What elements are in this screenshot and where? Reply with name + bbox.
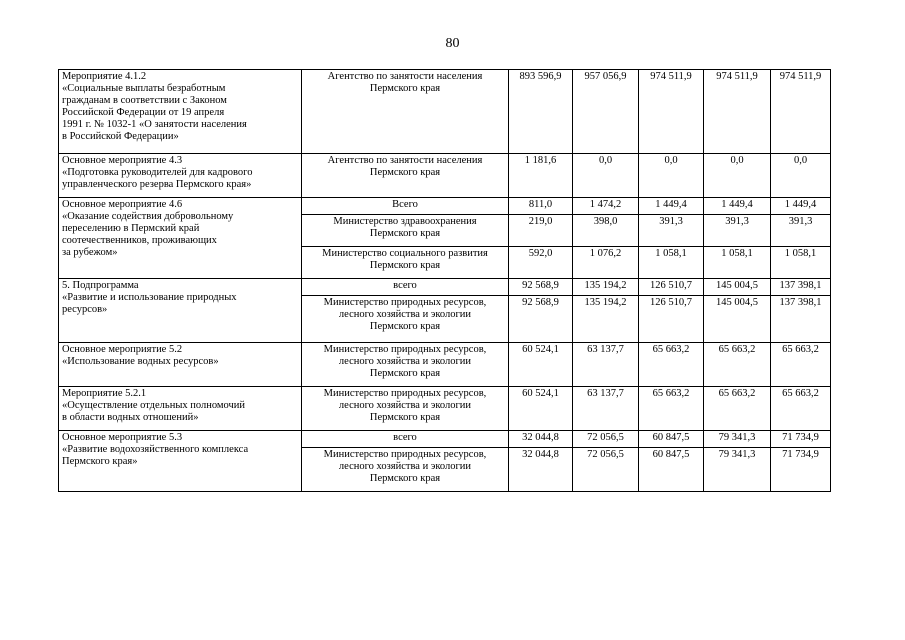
table-row bbox=[59, 431, 831, 448]
activity-name-line: в области водных отношений» bbox=[62, 412, 199, 423]
amount-cell: 1 058,1 bbox=[771, 247, 831, 279]
amount-cell: 92 568,9 bbox=[509, 279, 573, 296]
table-row bbox=[59, 198, 831, 215]
amount-cell: 974 511,9 bbox=[639, 70, 704, 154]
amount-cell: 1 058,1 bbox=[639, 247, 704, 279]
amount-cell: 137 398,1 bbox=[771, 279, 831, 296]
amount-cell: 71 734,9 bbox=[771, 431, 831, 448]
table-row bbox=[59, 70, 831, 154]
activity-name-cell bbox=[59, 70, 302, 154]
executor-line: Министерство природных ресурсов, bbox=[323, 344, 487, 355]
executor-cell bbox=[302, 431, 509, 448]
executor-line: Пермского края bbox=[369, 228, 441, 239]
table-row bbox=[59, 279, 831, 296]
activity-name-cell bbox=[59, 431, 302, 492]
amount-cell: 65 663,2 bbox=[704, 387, 771, 431]
amount-cell: 32 044,8 bbox=[509, 431, 573, 448]
amount-cell: 974 511,9 bbox=[704, 70, 771, 154]
activity-name-line: Мероприятие 4.1.2 bbox=[62, 71, 147, 82]
activity-name-line: за рубежом» bbox=[62, 247, 118, 258]
executor-line: Пермского края bbox=[369, 83, 441, 94]
executor-line: Министерство социального развития bbox=[322, 248, 488, 259]
activity-name-line: «Осуществление отдельных полномочий bbox=[62, 400, 246, 411]
amount-cell: 60 524,1 bbox=[509, 343, 573, 387]
amount-cell: 32 044,8 bbox=[509, 448, 573, 492]
activity-name-line: в Российской Федерации» bbox=[62, 131, 179, 142]
amount-cell: 135 194,2 bbox=[573, 296, 639, 343]
executor-line: Министерство природных ресурсов, bbox=[323, 297, 487, 308]
executor-cell bbox=[302, 70, 509, 154]
executor-line: всего bbox=[393, 280, 417, 291]
amount-cell: 957 056,9 bbox=[573, 70, 639, 154]
activity-name-line: «Развитие водохозяйственного комплекса bbox=[62, 444, 249, 455]
amount-cell: 79 341,3 bbox=[704, 448, 771, 492]
activity-name-line: 5. Подпрограмма bbox=[62, 280, 139, 291]
executor-line: Пермского края bbox=[369, 167, 441, 178]
executor-line: Пермского края bbox=[369, 321, 441, 332]
activity-name-line: управленческого резерва Пермского края» bbox=[62, 179, 252, 190]
amount-cell: 126 510,7 bbox=[639, 296, 704, 343]
amount-cell: 0,0 bbox=[573, 154, 639, 198]
executor-line: всего bbox=[393, 432, 417, 443]
executor-cell bbox=[302, 279, 509, 296]
amount-cell: 79 341,3 bbox=[704, 431, 771, 448]
amount-cell: 65 663,2 bbox=[704, 343, 771, 387]
activity-name-cell bbox=[59, 387, 302, 431]
executor-cell bbox=[302, 154, 509, 198]
activity-name-line: ресурсов» bbox=[62, 304, 108, 315]
activity-name-line: соотечественников, проживающих bbox=[62, 235, 217, 246]
amount-cell: 974 511,9 bbox=[771, 70, 831, 154]
amount-cell: 391,3 bbox=[639, 215, 704, 247]
activity-name-line: «Развитие и использование природных bbox=[62, 292, 237, 303]
activity-name-line: гражданам в соответствии с Законом bbox=[62, 95, 227, 106]
executor-cell bbox=[302, 448, 509, 492]
amount-cell: 398,0 bbox=[573, 215, 639, 247]
amount-cell: 63 137,7 bbox=[573, 343, 639, 387]
amount-cell: 72 056,5 bbox=[573, 431, 639, 448]
amount-cell: 71 734,9 bbox=[771, 448, 831, 492]
table-row bbox=[59, 387, 831, 431]
executor-line: лесного хозяйства и экологии bbox=[338, 309, 472, 320]
executor-line: лесного хозяйства и экологии bbox=[338, 356, 472, 367]
amount-cell: 1 076,2 bbox=[573, 247, 639, 279]
activity-name-cell bbox=[59, 198, 302, 279]
activity-name-line: Мероприятие 5.2.1 bbox=[62, 388, 147, 399]
amount-cell: 1 449,4 bbox=[771, 198, 831, 215]
amount-cell: 0,0 bbox=[771, 154, 831, 198]
executor-line: лесного хозяйства и экологии bbox=[338, 461, 472, 472]
executor-line: Пермского края bbox=[369, 368, 441, 379]
executor-line: Агентство по занятости населения bbox=[327, 71, 483, 82]
executor-line: Пермского края bbox=[369, 412, 441, 423]
executor-cell bbox=[302, 198, 509, 215]
amount-cell: 0,0 bbox=[639, 154, 704, 198]
amount-cell: 126 510,7 bbox=[639, 279, 704, 296]
activity-name-line: «Использование водных ресурсов» bbox=[62, 356, 219, 367]
executor-line: Министерство природных ресурсов, bbox=[323, 449, 487, 460]
activity-name-cell bbox=[59, 154, 302, 198]
amount-cell: 60 847,5 bbox=[639, 448, 704, 492]
amount-cell: 65 663,2 bbox=[639, 343, 704, 387]
activity-name-line: Основное мероприятие 4.6 bbox=[62, 199, 183, 210]
amount-cell: 391,3 bbox=[771, 215, 831, 247]
activity-name-line: Пермского края» bbox=[62, 456, 138, 467]
executor-cell bbox=[302, 296, 509, 343]
executor-line: Агентство по занятости населения bbox=[327, 155, 483, 166]
activity-name-line: «Социальные выплаты безработным bbox=[62, 83, 226, 94]
amount-cell: 137 398,1 bbox=[771, 296, 831, 343]
amount-cell: 135 194,2 bbox=[573, 279, 639, 296]
activity-name-line: 1991 г. № 1032-1 «О занятости населения bbox=[62, 119, 247, 130]
amount-cell: 60 847,5 bbox=[639, 431, 704, 448]
activity-name-cell bbox=[59, 279, 302, 343]
amount-cell: 0,0 bbox=[704, 154, 771, 198]
executor-line: Пермского края bbox=[369, 260, 441, 271]
table-row bbox=[59, 154, 831, 198]
amount-cell: 811,0 bbox=[509, 198, 573, 215]
activity-name-line: Основное мероприятие 5.3 bbox=[62, 432, 183, 443]
amount-cell: 1 474,2 bbox=[573, 198, 639, 215]
amount-cell: 145 004,5 bbox=[704, 296, 771, 343]
executor-line: Всего bbox=[392, 199, 418, 210]
activity-name-line: Российской Федерации от 19 апреля bbox=[62, 107, 225, 118]
page-number: 80 bbox=[445, 36, 460, 51]
activity-name-line: Основное мероприятие 5.2 bbox=[62, 344, 183, 355]
activity-name-line: переселению в Пермский край bbox=[62, 223, 200, 234]
activity-name-line: «Подготовка руководителей для кадрового bbox=[62, 167, 253, 178]
amount-cell: 592,0 bbox=[509, 247, 573, 279]
executor-cell bbox=[302, 343, 509, 387]
amount-cell: 219,0 bbox=[509, 215, 573, 247]
table-row bbox=[59, 343, 831, 387]
activity-name-line: «Оказание содействия добровольному bbox=[62, 211, 234, 222]
amount-cell: 65 663,2 bbox=[639, 387, 704, 431]
amount-cell: 145 004,5 bbox=[704, 279, 771, 296]
amount-cell: 92 568,9 bbox=[509, 296, 573, 343]
amount-cell: 391,3 bbox=[704, 215, 771, 247]
amount-cell: 72 056,5 bbox=[573, 448, 639, 492]
executor-line: Министерство природных ресурсов, bbox=[323, 388, 487, 399]
amount-cell: 1 449,4 bbox=[704, 198, 771, 215]
amount-cell: 1 058,1 bbox=[704, 247, 771, 279]
amount-cell: 65 663,2 bbox=[771, 343, 831, 387]
executor-cell bbox=[302, 215, 509, 247]
executor-cell bbox=[302, 387, 509, 431]
executor-line: Пермского края bbox=[369, 473, 441, 484]
executor-line: Министерство здравоохранения bbox=[333, 216, 477, 227]
activity-name-cell bbox=[59, 343, 302, 387]
amount-cell: 893 596,9 bbox=[509, 70, 573, 154]
amount-cell: 1 449,4 bbox=[639, 198, 704, 215]
amount-cell: 65 663,2 bbox=[771, 387, 831, 431]
executor-cell bbox=[302, 247, 509, 279]
activity-name-line: Основное мероприятие 4.3 bbox=[62, 155, 183, 166]
budget-table bbox=[58, 69, 831, 492]
amount-cell: 63 137,7 bbox=[573, 387, 639, 431]
amount-cell: 1 181,6 bbox=[509, 154, 573, 198]
executor-line: лесного хозяйства и экологии bbox=[338, 400, 472, 411]
amount-cell: 60 524,1 bbox=[509, 387, 573, 431]
